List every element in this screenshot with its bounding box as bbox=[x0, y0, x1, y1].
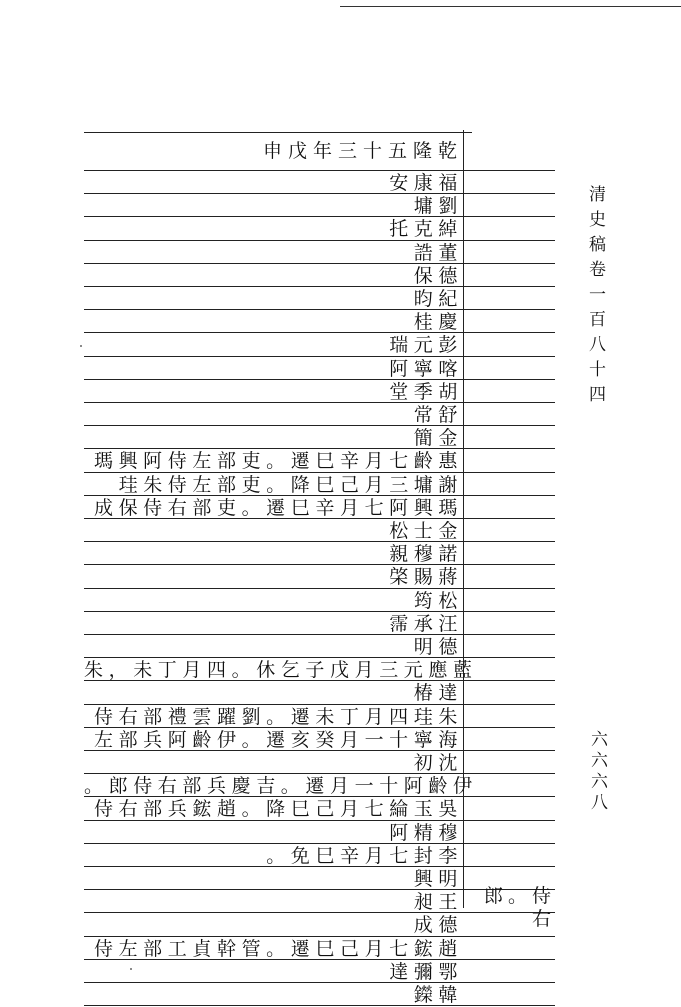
table-row bbox=[84, 752, 463, 775]
table-row bbox=[84, 404, 463, 427]
row-text: 。免巳辛月七封李 bbox=[266, 844, 463, 867]
table-row bbox=[84, 775, 478, 798]
row-text: 安康福 bbox=[389, 172, 463, 194]
row-rule bbox=[84, 680, 555, 681]
row-rule bbox=[84, 495, 555, 496]
row-rule bbox=[84, 936, 555, 937]
table-row bbox=[84, 868, 463, 891]
table-row bbox=[84, 729, 463, 752]
row-rule bbox=[84, 448, 555, 449]
row-text: 明德 bbox=[413, 636, 463, 658]
row-text: 。郎侍右部兵慶吉。遷月一十阿齡伊 bbox=[84, 775, 478, 798]
row-rule bbox=[84, 634, 555, 635]
table-row bbox=[84, 984, 463, 1007]
row-rule bbox=[84, 866, 555, 867]
table-row bbox=[84, 450, 463, 473]
row-rule bbox=[84, 263, 555, 264]
row-rule bbox=[84, 704, 555, 705]
row-rule bbox=[84, 240, 555, 241]
page-number: 六六六八 bbox=[587, 730, 607, 814]
table-row bbox=[84, 474, 463, 497]
row-rule bbox=[84, 170, 555, 171]
row-text: 成德 bbox=[413, 914, 463, 937]
row-text: 常舒 bbox=[413, 404, 463, 426]
book-title: 清史稿卷一百八十四 bbox=[585, 185, 605, 410]
row-rule bbox=[84, 843, 555, 844]
row-text: 托克綽 bbox=[389, 218, 463, 241]
table-row bbox=[84, 566, 463, 589]
row-text: 阿寧喀 bbox=[389, 357, 463, 380]
row-rule bbox=[84, 727, 555, 728]
row-text: 申戊年三十五隆乾 bbox=[262, 140, 463, 162]
table-row bbox=[84, 358, 463, 381]
row-text: 珪朱侍左部吏。降巳己月三墉謝 bbox=[118, 473, 463, 496]
row-text: 誥董 bbox=[413, 241, 463, 264]
table-row bbox=[84, 659, 478, 682]
row-rule bbox=[84, 564, 555, 565]
right-column-cell: 郎。侍右 bbox=[483, 885, 556, 930]
scan-speck bbox=[130, 968, 132, 970]
table-row bbox=[84, 636, 463, 659]
table-row bbox=[84, 497, 463, 520]
row-text: 筠松 bbox=[413, 589, 463, 612]
row-text: 保德 bbox=[413, 264, 463, 287]
table-row bbox=[84, 891, 463, 914]
top-rule bbox=[340, 6, 681, 7]
row-text: 初沈 bbox=[413, 752, 463, 774]
row-rule bbox=[84, 286, 555, 287]
table-row bbox=[84, 706, 463, 729]
table-row bbox=[84, 543, 463, 566]
row-text: 簡金 bbox=[413, 427, 463, 450]
table-row bbox=[84, 242, 463, 265]
row-text: 松士金 bbox=[389, 520, 463, 542]
table-row bbox=[84, 427, 463, 450]
row-rule bbox=[84, 796, 555, 797]
row-rule bbox=[84, 132, 472, 133]
row-text: 朱，未丁月四。休乞子戊月三元應藍 bbox=[84, 659, 478, 682]
table-row bbox=[84, 613, 463, 636]
table-row bbox=[84, 590, 463, 613]
row-text: 瑪興阿侍左部吏。遷巳辛月七齡惠 bbox=[93, 450, 463, 473]
table-row bbox=[84, 914, 463, 937]
row-rule bbox=[84, 912, 555, 913]
row-rule bbox=[84, 332, 555, 333]
row-text: 阿精穆 bbox=[389, 821, 463, 844]
table-row bbox=[84, 822, 463, 845]
table-row bbox=[84, 334, 463, 357]
row-text: 霈承汪 bbox=[389, 612, 463, 635]
table-row bbox=[84, 172, 463, 195]
year-heading bbox=[84, 140, 463, 163]
row-rule bbox=[84, 773, 555, 774]
row-text: 興明 bbox=[413, 868, 463, 890]
row-rule bbox=[84, 959, 555, 960]
row-text: 椿達 bbox=[413, 682, 463, 705]
row-rule bbox=[84, 541, 555, 542]
row-text: 堂季胡 bbox=[389, 380, 463, 403]
scan-speck bbox=[80, 345, 82, 347]
row-text: 侍右部禮雲躍劉。遷未丁月四珪朱 bbox=[93, 705, 463, 728]
row-text: 棨賜蔣 bbox=[389, 566, 463, 589]
table-row bbox=[84, 682, 463, 705]
row-text: 鑅韓 bbox=[413, 984, 463, 1006]
row-text: 桂慶 bbox=[413, 311, 463, 334]
row-text: 昀紀 bbox=[413, 288, 463, 310]
table-row bbox=[84, 311, 463, 334]
row-rule bbox=[84, 518, 555, 519]
row-rule bbox=[84, 820, 555, 821]
row-rule bbox=[84, 657, 555, 658]
row-rule bbox=[84, 611, 555, 612]
row-rule bbox=[84, 982, 555, 983]
row-rule bbox=[84, 309, 555, 310]
row-rule bbox=[84, 425, 555, 426]
row-rule bbox=[84, 216, 555, 217]
row-rule bbox=[84, 356, 555, 357]
table-row bbox=[84, 938, 463, 961]
row-text: 左部兵阿齡伊。遷亥癸月一十寧海 bbox=[93, 728, 463, 751]
row-text: 親穆諾 bbox=[389, 543, 463, 566]
table-row bbox=[84, 845, 463, 868]
row-text: 侍左部工貞幹管。遷巳己月七鋐趙 bbox=[93, 937, 463, 960]
table-row bbox=[84, 798, 463, 821]
row-text: 墉劉 bbox=[413, 195, 463, 218]
row-rule bbox=[84, 472, 555, 473]
row-text: 昶王 bbox=[413, 891, 463, 914]
table-row bbox=[84, 961, 463, 984]
row-rule bbox=[84, 1005, 555, 1006]
row-text: 成保侍右部吏。遷巳辛月七阿興瑪 bbox=[93, 496, 463, 519]
table-row bbox=[84, 265, 463, 288]
table-row bbox=[84, 520, 463, 543]
row-rule bbox=[84, 379, 555, 380]
row-rule bbox=[84, 588, 555, 589]
row-text: 達彌鄂 bbox=[389, 960, 463, 983]
table-row bbox=[84, 195, 463, 218]
row-rule bbox=[84, 402, 555, 403]
row-text: 瑞元彭 bbox=[389, 334, 463, 357]
row-rule bbox=[84, 750, 555, 751]
table-row bbox=[84, 218, 463, 241]
table-row bbox=[84, 381, 463, 404]
row-text: 侍右部兵鋐趙。降巳己月七綸玉吳 bbox=[93, 798, 463, 821]
table-row bbox=[84, 288, 463, 311]
row-rule bbox=[84, 193, 555, 194]
